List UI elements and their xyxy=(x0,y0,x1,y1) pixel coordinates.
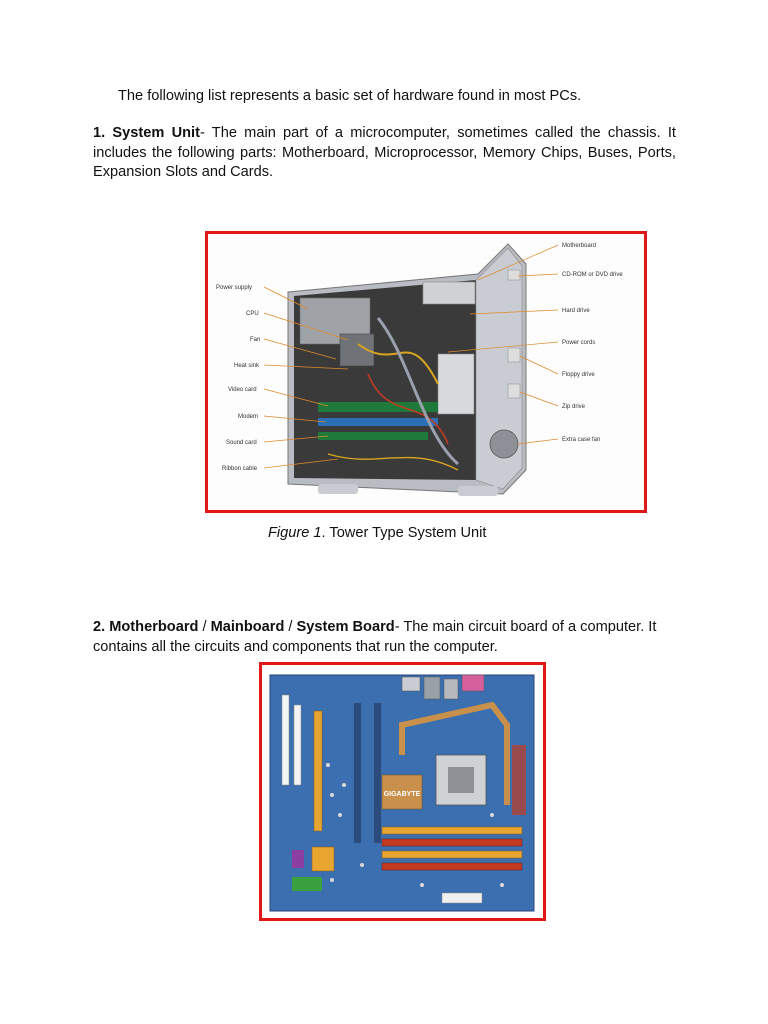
label-motherboard: Motherboard xyxy=(562,243,597,249)
term-separator: / xyxy=(198,619,211,635)
system-unit-description: - The main part of a microcomputer, sometimes called the chassis. It includes the following parts: Motherboard, Microprocessor, Memory Chips, Buses, Ports, Expansion Slots and Cards. xyxy=(93,125,676,180)
label-video-card: Video card xyxy=(228,387,257,393)
section-motherboard xyxy=(93,618,676,657)
motherboard-description: - The main circuit board of a computer. It contains all the circuits and components that run the computer. xyxy=(93,619,657,655)
label-zip-drive: Zip drive xyxy=(562,404,586,410)
label-power-cords: Power cords xyxy=(562,340,596,346)
term-mainboard: Mainboard xyxy=(210,619,285,635)
figure-motherboard xyxy=(259,662,546,921)
tower-illustration xyxy=(208,234,644,510)
label-hard-drive: Hard drive xyxy=(562,308,590,314)
chipset-brand-label: GIGABYTE xyxy=(383,791,421,798)
label-ribbon-cable: Ribbon cable xyxy=(222,466,258,472)
section-system-unit xyxy=(93,124,676,183)
label-heat-sink: Heat sink xyxy=(234,363,260,369)
label-cd-rom-dvd-drive: CD-ROM or DVD drive xyxy=(562,272,623,278)
term-motherboard: Motherboard xyxy=(109,619,199,635)
label-sound-card: Sound card xyxy=(226,440,257,446)
label-fan: Fan xyxy=(250,337,261,343)
label-modem: Modem xyxy=(238,414,259,420)
term-system-unit: System Unit xyxy=(112,125,200,141)
term-separator: / xyxy=(284,619,297,635)
caption-label: Figure 1 xyxy=(268,525,322,541)
label-power-supply: Power supply xyxy=(216,285,253,291)
label-cpu: CPU xyxy=(246,311,259,317)
label-extra-case-fan: Extra case fan xyxy=(562,437,601,443)
caption-text: . Tower Type System Unit xyxy=(321,525,487,541)
label-floppy-drive: Floppy drive xyxy=(562,372,595,378)
figure-tower-system-unit xyxy=(205,231,647,513)
figure-1-caption xyxy=(268,525,486,541)
motherboard-illustration xyxy=(262,665,543,918)
term-system-board: System Board xyxy=(296,619,395,635)
section-number: 1. xyxy=(93,125,106,141)
intro-paragraph: The following list represents a basic set of hardware found in most PCs. xyxy=(118,88,582,104)
section-number: 2. xyxy=(93,619,106,635)
